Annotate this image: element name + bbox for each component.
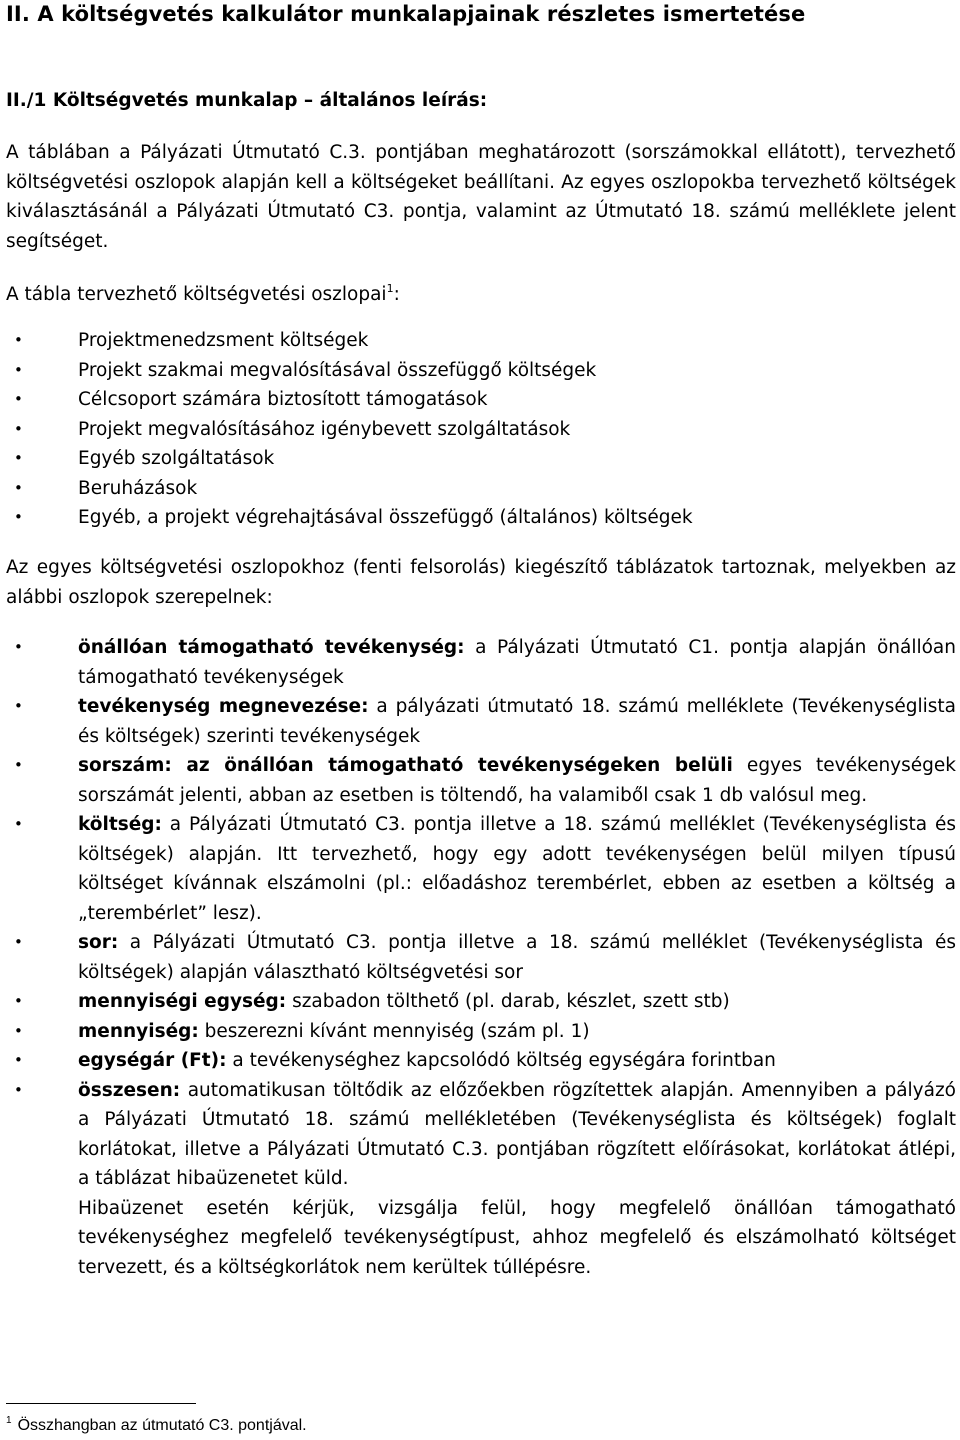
definition-term: mennyiségi egység: <box>78 991 287 1012</box>
list-item-text: Egyéb szolgáltatások <box>78 448 275 469</box>
bullet-icon: • <box>14 390 23 408</box>
bullet-icon: • <box>14 419 23 438</box>
list-item-text: Projekt megvalósításához igénybevett szolgáltatások <box>78 418 571 440</box>
bullet-icon: • <box>14 933 23 951</box>
definition-text: automatikusan töltődik az előzőekben rögzítettek alapján. Amennyiben a pályázó a Pályázati Útmutató 18. számú mellékletében (Tevékenységlista és költségek) foglalt korlátokat, illetve a Pályázati Útmutató C.3. pontjában rögzített előírásokat, korlátokat átlépi, a táblázat hibaüzenetet küld. <box>78 1079 956 1189</box>
error-message-note: Hibaüzenet esetén kérjük, vizsgálja felül, hogy megfelelő önállóan támogatható tevékenységhez megfelelő tevékenységtípust, ahhoz megfelelő és elszámolható költséget tervezett, és a költségkorlátok nem kerültek túllépésre. <box>78 1197 956 1278</box>
intro-paragraph: A táblában a Pályázati Útmutató C.3. pontjában meghatározott (sorszámokkal ellátott), tervezhető költségvetési oszlopok alapján kell a költségeket beállítani. Az egyes oszlopokba tervezhető költségek kiválasztásánál a Pályázati Útmutató C3. pontja, valamint az Útmutató 18. számú melléklete jelent segítséget. <box>6 142 956 252</box>
list-item <box>6 385 956 415</box>
footnote-text: Összhangban az útmutató C3. pontjával. <box>17 1417 307 1434</box>
definition-text: beszerezni kívánt mennyiség (szám pl. 1) <box>198 1020 590 1042</box>
columns-lead-text: A tábla tervezhető költségvetési oszlopai <box>6 284 387 305</box>
definition-item <box>6 928 956 987</box>
list-item-text: Projektmenedzsment költségek <box>78 330 369 351</box>
footnote <box>6 1415 307 1435</box>
footnote-reference: 1 <box>386 282 394 295</box>
definition-item <box>6 1046 956 1076</box>
list-item <box>6 415 956 445</box>
definition-term: összesen: <box>78 1079 181 1101</box>
column-definitions-list <box>6 633 956 1282</box>
list-item <box>6 356 956 386</box>
bullet-icon: • <box>14 1051 23 1069</box>
list-item <box>6 326 956 356</box>
list-item-text: Projekt szakmai megvalósításával összefüggő költségek <box>78 359 597 381</box>
definition-item <box>6 987 956 1017</box>
list-item <box>6 474 956 504</box>
supplementary-tables-paragraph: Az egyes költségvetési oszlopokhoz (fenti felsorolás) kiegészítő táblázatok tartoznak, melyekben az alábbi oszlopok szerepelnek: <box>6 557 956 608</box>
definition-text: egyes tevékenységek sorszámát jelenti, abban az esetben is töltendő, ha valamiből csak 1 db valósul meg. <box>78 755 956 806</box>
bullet-icon: • <box>14 1021 23 1040</box>
bullet-icon: • <box>14 815 23 833</box>
bullet-icon: • <box>14 697 23 715</box>
bullet-icon: • <box>14 478 23 497</box>
definition-item <box>6 1017 956 1047</box>
columns-lead-suffix: : <box>393 284 400 305</box>
definition-item <box>6 751 956 810</box>
definition-term: tevékenység megnevezése: <box>78 696 369 717</box>
definition-term: költség: <box>78 814 162 835</box>
list-item-text: Célcsoport számára biztosított támogatások <box>78 389 488 410</box>
bullet-icon: • <box>14 508 23 526</box>
definition-item <box>6 692 956 751</box>
footnote-number: 1 <box>6 1415 12 1426</box>
definition-term: egységár (Ft): <box>78 1050 227 1071</box>
definition-term: sor: <box>78 932 119 953</box>
definition-term: sorszám: az önállóan támogatható tevékenységeken belüli <box>78 755 733 776</box>
footnote-separator <box>6 1403 196 1404</box>
definition-text: a Pályázati Útmutató C3. pontja illetve a 18. számú melléklet (Tevékenységlista és költségek) alapján választható költségvetési sor <box>78 932 956 983</box>
bullet-icon: • <box>14 1080 23 1099</box>
definition-item <box>6 810 956 928</box>
definition-item <box>6 1076 956 1283</box>
definition-text: a Pályázati Útmutató C1. pontja alapján önállóan támogatható tevékenységek <box>78 637 956 688</box>
definition-text: a pályázati útmutató 18. számú melléklete (Tevékenységlista és költségek) szerinti tevékenységek <box>78 696 957 747</box>
bullet-icon: • <box>14 449 23 467</box>
list-item-text: Beruházások <box>78 477 198 499</box>
section-heading: II. A költségvetés kalkulátor munkalapjainak részletes ismertetése <box>6 2 806 26</box>
definition-item <box>6 633 956 692</box>
definition-term: önállóan támogatható tevékenység: <box>78 637 465 658</box>
definition-text: a Pályázati Útmutató C3. pontja illetve a 18. számú melléklet (Tevékenységlista és költségek) alapján. Itt tervezhető, hogy egy adott tevékenységen belül milyen típusú költséget kívánnak elszámolni (pl.: előadáshoz terembérlet, ebben az esetben a költség a „terembérlet” lesz). <box>78 814 956 924</box>
list-item <box>6 503 956 533</box>
subsection-heading: II./1 Költségvetés munkalap – általános leírás: <box>6 90 488 111</box>
definition-text: szabadon tölthető (pl. darab, készlet, szett stb) <box>286 991 730 1012</box>
bullet-icon: • <box>14 638 23 656</box>
columns-lead-paragraph <box>6 274 956 310</box>
list-item <box>6 444 956 474</box>
bullet-icon: • <box>14 756 23 774</box>
definition-text: a tevékenységhez kapcsolódó költség egységára forintban <box>226 1050 776 1071</box>
list-item-text: Egyéb, a projekt végrehajtásával összefüggő (általános) költségek <box>78 507 693 528</box>
bullet-icon: • <box>14 331 23 349</box>
budget-columns-list <box>6 326 956 533</box>
definition-term: mennyiség: <box>78 1020 199 1042</box>
bullet-icon: • <box>14 992 23 1010</box>
bullet-icon: • <box>14 360 23 379</box>
